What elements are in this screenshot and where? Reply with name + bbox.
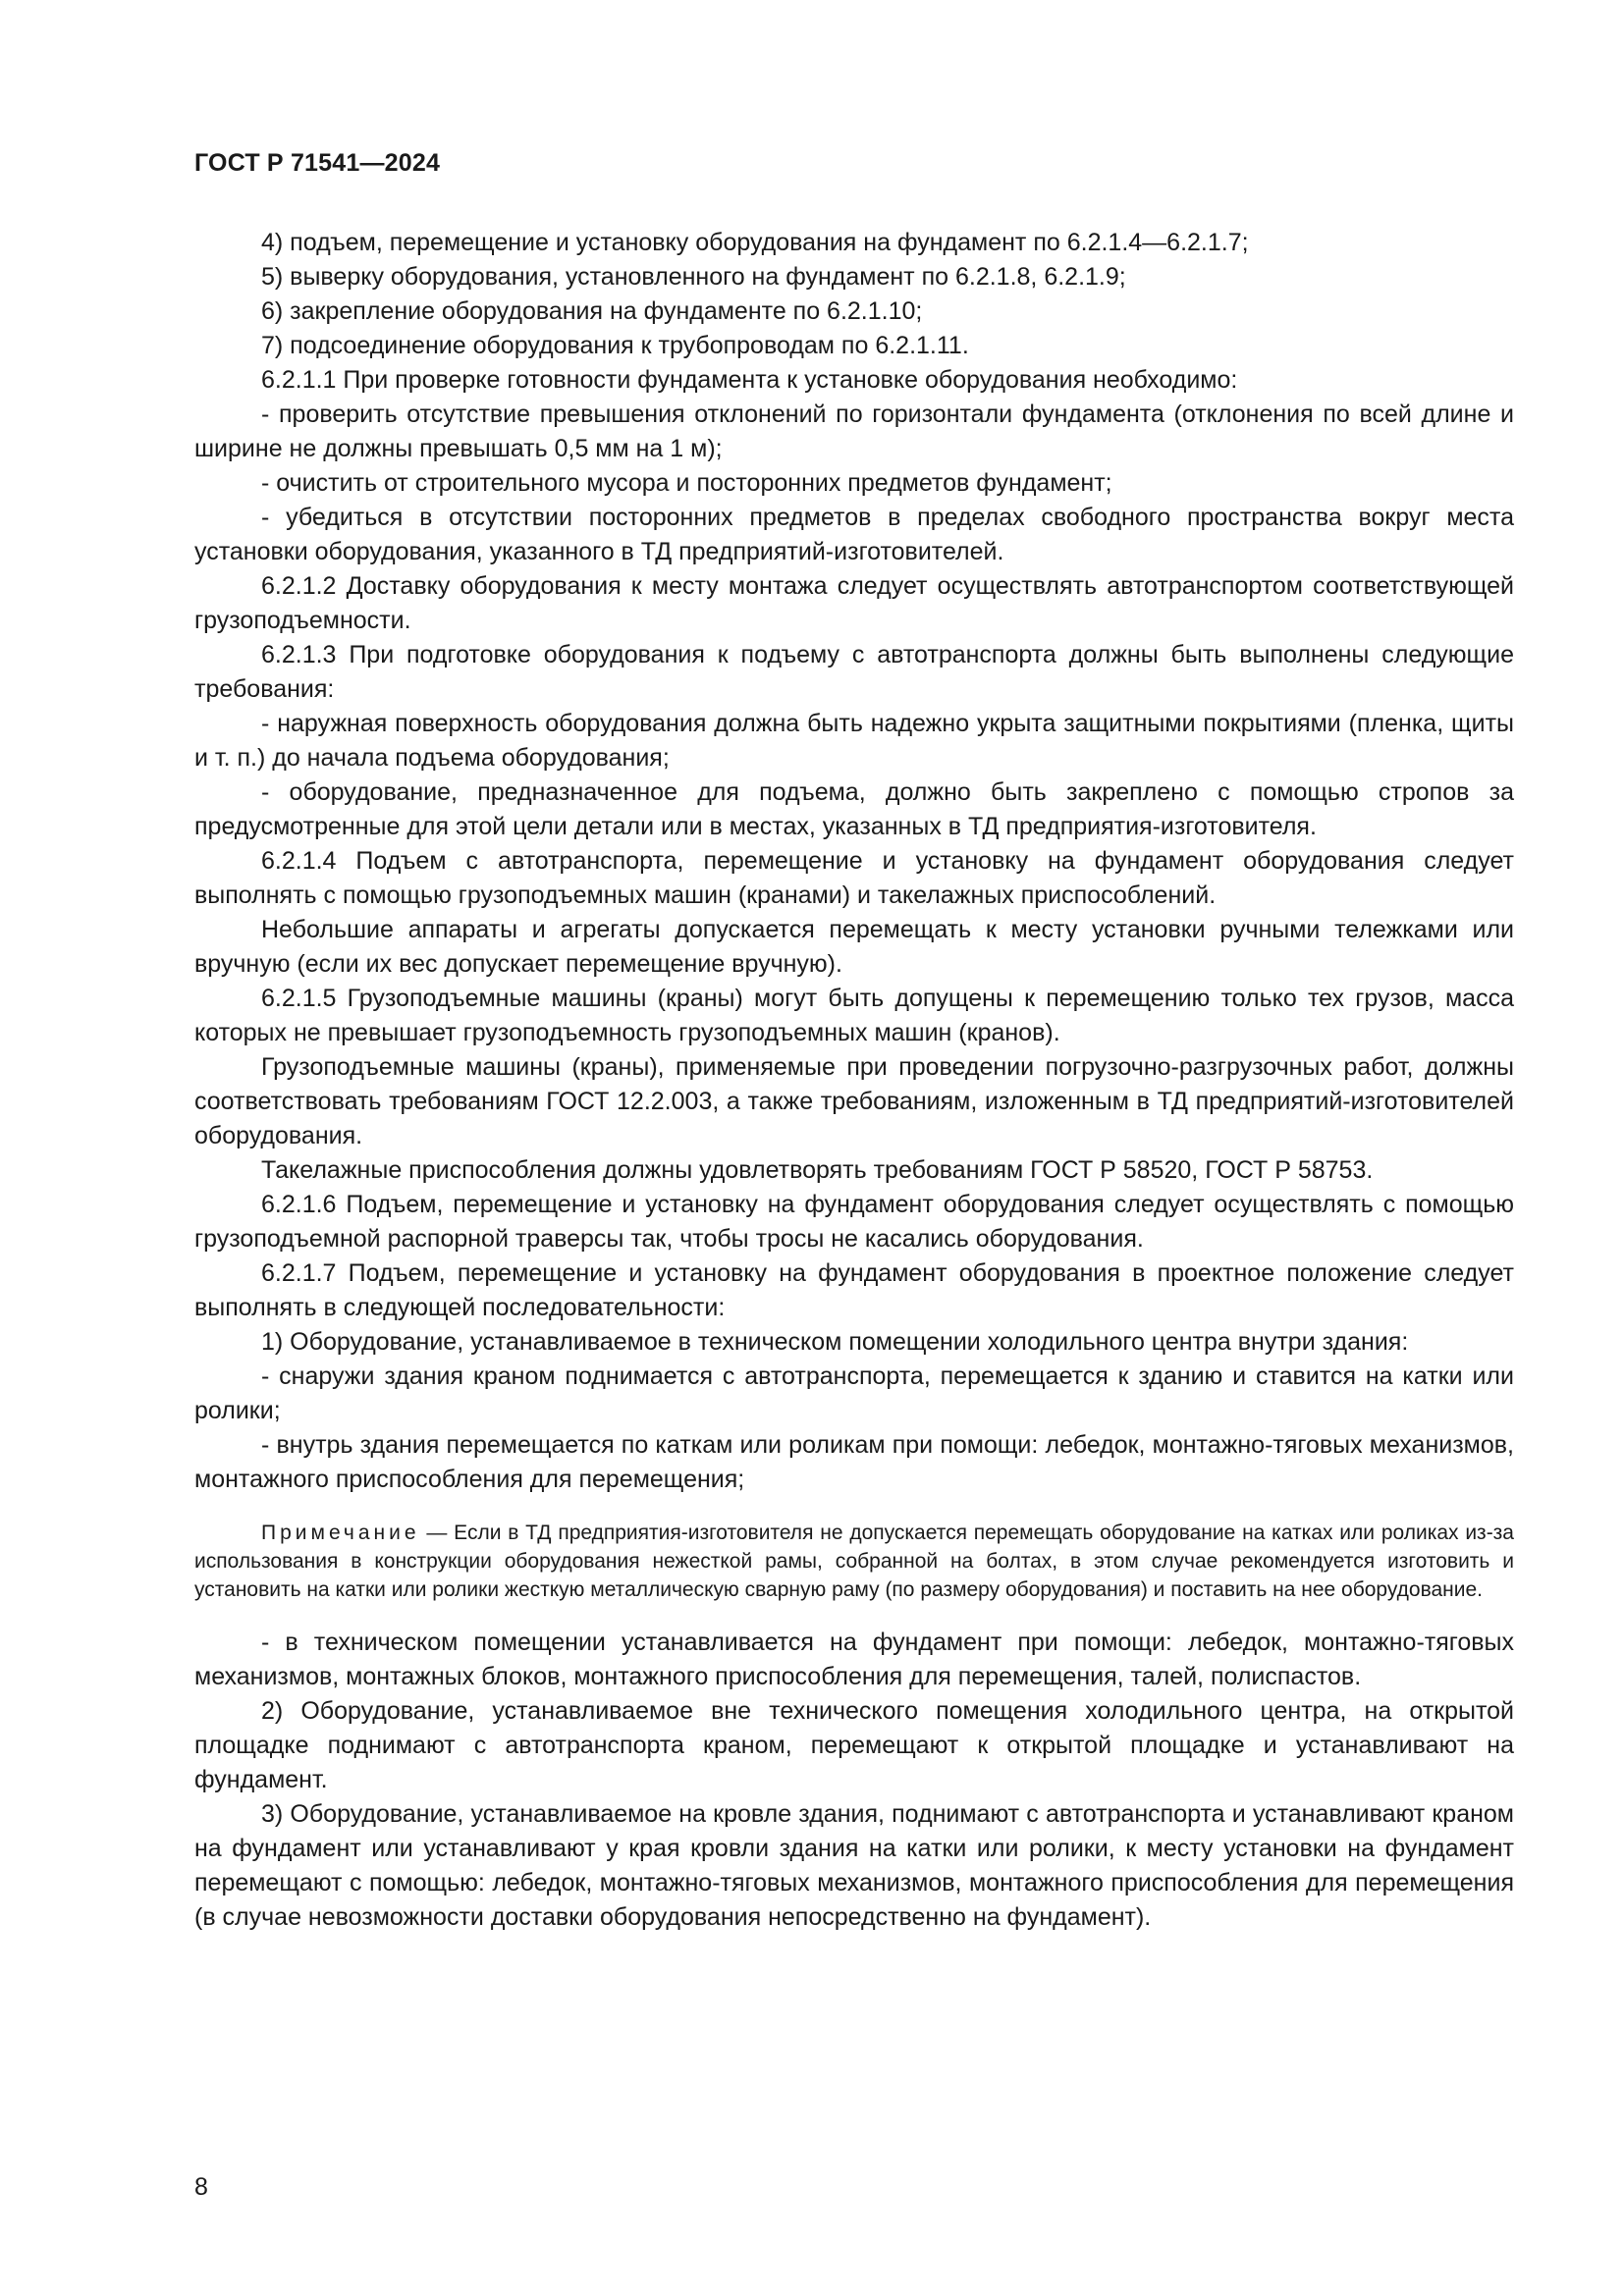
paragraph: 5) выверку оборудования, установленного на фундамент по 6.2.1.8, 6.2.1.9; bbox=[261, 263, 1126, 291]
paragraph: - наружная поверхность оборудования должна быть надежно укрыта защитными покрытиями (пленка, щиты и т. п.) до начала подъема оборудования; bbox=[194, 710, 1514, 772]
page-number: 8 bbox=[194, 2173, 208, 2201]
paragraph: 3) Оборудование, устанавливаемое на кровле здания, поднимают с автотранспорта и устанавливают краном на фундамент или устанавливают у края кровли здания на катки или ролики, к месту установки на фундамент перемещают с помощью: лебедок, монтажно-тяговых механизмов, монтажного приспособления для перемещения (в случае невозможности доставки оборудования непосредственно на фундамент). bbox=[194, 1800, 1514, 1931]
paragraph: 6) закрепление оборудования на фундаменте по 6.2.1.10; bbox=[261, 297, 923, 325]
paragraph: Такелажные приспособления должны удовлетворять требованиям ГОСТ Р 58520, ГОСТ Р 58753. bbox=[261, 1156, 1374, 1184]
paragraph: 2) Оборудование, устанавливаемое вне технического помещения холодильного центра, на открытой площадке поднимают с автотранспорта краном, перемещают к открытой площадке и устанавливают на фундамент. bbox=[194, 1697, 1514, 1793]
note-text: — Если в ТД предприятия-изготовителя не допускается перемещать оборудование на катках или роликах из-за использования в конструкции оборудования нежесткой рамы, собранной на болтах, в этом случае рекомендуется изготовить и установить на катки или ролики жесткую металлическую сварную раму (по размеру оборудования) и поставить на нее оборудование. bbox=[194, 1522, 1514, 1601]
paragraph: Небольшие аппараты и агрегаты допускается перемещать к месту установки ручными тележками или вручную (если их вес допускает перемещение вручную). bbox=[194, 916, 1514, 978]
paragraph: 6.2.1.5 Грузоподъемные машины (краны) могут быть допущены к перемещению только тех грузов, масса которых не превышает грузоподъемность грузоподъемных машин (кранов). bbox=[194, 985, 1514, 1046]
paragraph: 4) подъем, перемещение и установку оборудования на фундамент по 6.2.1.4—6.2.1.7; bbox=[261, 229, 1249, 256]
paragraph: - внутрь здания перемещается по каткам или роликам при помощи: лебедок, монтажно-тяговых механизмов, монтажного приспособления для перемещения; bbox=[194, 1431, 1514, 1493]
paragraph: - снаружи здания краном поднимается с автотранспорта, перемещается к зданию и ставится на катки или ролики; bbox=[194, 1362, 1514, 1424]
document-body bbox=[194, 226, 1514, 1935]
paragraph: 6.2.1.7 Подъем, перемещение и установку на фундамент оборудования в проектное положение следует выполнять в следующей последовательности: bbox=[194, 1259, 1514, 1321]
note-label: Примечание bbox=[261, 1522, 420, 1544]
paragraph: 7) подсоединение оборудования к трубопроводам по 6.2.1.11. bbox=[261, 332, 969, 359]
paragraph: - проверить отсутствие превышения отклонений по горизонтали фундамента (отклонения по всей длине и ширине не должны превышать 0,5 мм на 1 м); bbox=[194, 400, 1514, 462]
paragraph: 6.2.1.3 При подготовке оборудования к подъему с автотранспорта должны быть выполнены следующие требования: bbox=[194, 641, 1514, 703]
paragraph: - оборудование, предназначенное для подъема, должно быть закреплено с помощью стропов за предусмотренные для этой цели детали или в местах, указанных в ТД предприятия-изготовителя. bbox=[194, 778, 1514, 840]
paragraph: Грузоподъемные машины (краны), применяемые при проведении погрузочно-разгрузочных работ, должны соответствовать требованиям ГОСТ 12.2.003, а также требованиям, изложенным в ТД предприятий-изготовителей оборудования. bbox=[194, 1053, 1514, 1149]
paragraph: - очистить от строительного мусора и посторонних предметов фундамент; bbox=[261, 469, 1112, 497]
note-paragraph bbox=[194, 1519, 1514, 1604]
document-header: ГОСТ Р 71541—2024 bbox=[194, 149, 441, 177]
paragraph: 6.2.1.6 Подъем, перемещение и установку на фундамент оборудования следует осуществлять с помощью грузоподъемной распорной траверсы так, чтобы тросы не касались оборудования. bbox=[194, 1191, 1514, 1253]
note-block bbox=[194, 1519, 1514, 1604]
paragraph: - в техническом помещении устанавливается на фундамент при помощи: лебедок, монтажно-тяговых механизмов, монтажных блоков, монтажного приспособления для перемещения, талей, полиспастов. bbox=[194, 1629, 1514, 1690]
paragraph: 6.2.1.1 При проверке готовности фундамента к установке оборудования необходимо: bbox=[261, 366, 1238, 394]
paragraph: - убедиться в отсутствии посторонних предметов в пределах свободного пространства вокруг места установки оборудования, указанного в ТД предприятий-изготовителей. bbox=[194, 504, 1514, 565]
paragraph: 6.2.1.2 Доставку оборудования к месту монтажа следует осуществлять автотранспортом соответствующей грузоподъемности. bbox=[194, 572, 1514, 634]
paragraph: 6.2.1.4 Подъем с автотранспорта, перемещение и установку на фундамент оборудования следует выполнять с помощью грузоподъемных машин (кранами) и такелажных приспособлений. bbox=[194, 847, 1514, 909]
paragraph: 1) Оборудование, устанавливаемое в техническом помещении холодильного центра внутри здания: bbox=[261, 1328, 1409, 1356]
